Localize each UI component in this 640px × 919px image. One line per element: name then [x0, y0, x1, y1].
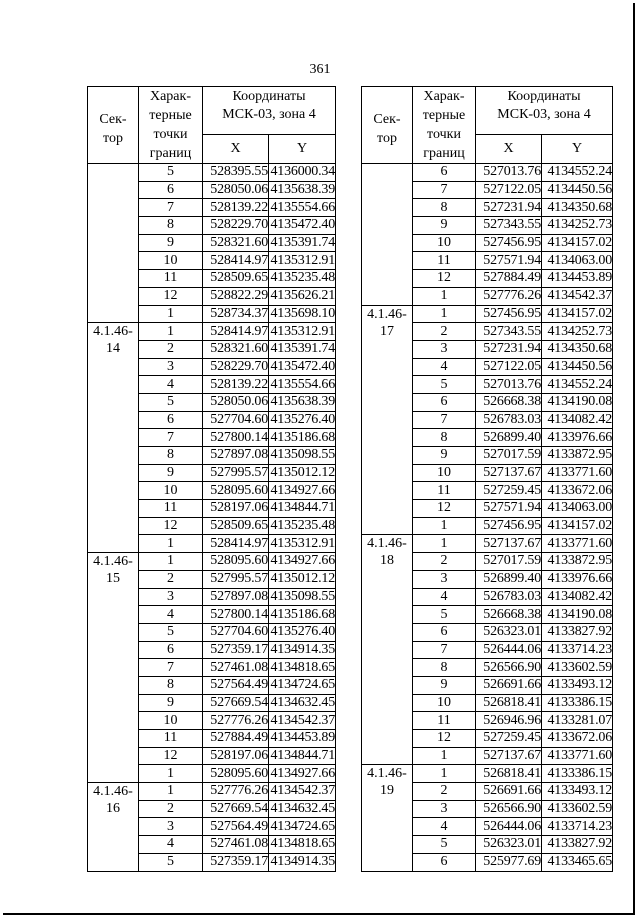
x-coordinate-cell: 527013.76: [476, 164, 542, 182]
point-number-cell: 8: [413, 659, 476, 677]
x-coordinate-cell: 527704.60: [203, 411, 269, 429]
y-coordinate-cell: 4134844.71: [270, 500, 336, 516]
y-coordinate-cell: 4134082.42: [542, 411, 613, 429]
x-coordinate-cell: 527897.08: [203, 588, 269, 606]
point-number-cell: 1: [139, 765, 203, 783]
y-coordinate-cell: 4134818.65: [270, 836, 336, 852]
x-coordinate-cell: 528050.06: [203, 393, 269, 411]
y-coordinate-cell: 4135186.68: [270, 606, 336, 622]
point-number-cell: 3: [413, 340, 476, 358]
point-number-cell: 3: [413, 800, 476, 818]
point-number-cell: 10: [139, 252, 203, 270]
x-coordinate-cell: 526444.06: [476, 818, 542, 836]
point-number-cell: 2: [413, 553, 476, 571]
page-number: 361: [309, 62, 331, 77]
x-coordinate-cell: 527259.45: [476, 730, 542, 748]
x-coordinate-cell: 525977.69: [476, 853, 542, 871]
y-coordinate-cell: 4133493.12: [542, 676, 613, 694]
sector-cell: 4.1.46- 17: [362, 305, 413, 535]
y-coordinate-cell: 4133714.23: [542, 818, 613, 836]
table-row: [362, 765, 613, 783]
point-number-cell: 6: [413, 164, 476, 182]
y-coordinate-cell: 4134914.35: [270, 641, 336, 657]
x-coordinate-cell: 528095.60: [203, 482, 269, 500]
header-characteristic-points: Харак- терные точки границ: [413, 87, 476, 164]
point-number-cell: 4: [139, 606, 203, 624]
x-coordinate-cell: 527800.14: [203, 606, 269, 624]
x-coordinate-cell: 527456.95: [476, 234, 542, 252]
y-coordinate-cell: 4135098.55: [270, 447, 336, 463]
y-coordinate-cell: 4134552.24: [542, 376, 613, 394]
x-coordinate-cell: 528050.06: [203, 181, 269, 199]
point-number-cell: 5: [139, 393, 203, 411]
y-coordinate-cell: 4133714.23: [542, 641, 613, 659]
point-number-cell: 1: [139, 553, 203, 571]
y-coordinate-cell: 4135312.91: [270, 323, 336, 339]
x-coordinate-cell: 527259.45: [476, 482, 542, 500]
y-coordinate-cell: 4135312.91: [270, 252, 336, 268]
header-y: Y: [542, 135, 613, 164]
x-coordinate-cell: 527776.26: [203, 783, 269, 801]
point-number-cell: 12: [413, 500, 476, 518]
point-number-cell: 9: [139, 464, 203, 482]
point-number-cell: 1: [139, 305, 203, 323]
x-coordinate-cell: 528139.22: [203, 199, 269, 217]
point-number-cell: 9: [413, 676, 476, 694]
x-coordinate-cell: 528095.60: [203, 765, 269, 783]
sector-cell: [88, 164, 139, 323]
y-coordinate-cell: 4134350.68: [542, 199, 613, 217]
y-coordinate-cell: 4133386.15: [542, 694, 613, 712]
x-coordinate-cell: 526899.40: [476, 429, 542, 447]
header-x: X: [203, 135, 269, 164]
x-coordinate-cell: 527017.59: [476, 447, 542, 465]
y-coordinate-cell: 4134542.37: [270, 783, 336, 799]
y-coordinate-cell: 4134927.66: [270, 482, 336, 498]
y-coordinate-cell: 4133672.06: [542, 730, 613, 748]
y-coordinate-cell: 4135391.74: [270, 341, 336, 357]
y-coordinate-cell: 4133672.06: [542, 482, 613, 500]
point-number-cell: 8: [139, 676, 203, 694]
y-coordinate-cell: 4133872.95: [542, 447, 613, 465]
x-coordinate-cell: 526323.01: [476, 836, 542, 854]
y-coordinate-cell: 4134190.08: [542, 393, 613, 411]
table-row: [88, 553, 336, 571]
x-coordinate-cell: 526818.41: [476, 694, 542, 712]
table-row: [362, 305, 613, 323]
y-coordinate-cell: 4133602.59: [542, 659, 613, 677]
y-coordinate-cell: 4134632.45: [270, 801, 336, 817]
y-coordinate-cell: 4134157.02: [542, 517, 613, 535]
x-coordinate-cell: 527995.57: [203, 570, 269, 588]
y-coordinate-cell: 4135698.10: [270, 305, 336, 321]
point-number-cell: 5: [413, 606, 476, 624]
point-number-cell: 1: [139, 323, 203, 341]
sector-cell: 4.1.46- 14: [88, 323, 139, 553]
x-coordinate-cell: 528414.97: [203, 535, 269, 553]
x-coordinate-cell: 528321.60: [203, 340, 269, 358]
x-coordinate-cell: 528321.60: [203, 234, 269, 252]
y-coordinate-cell: 4134844.71: [270, 748, 336, 764]
point-number-cell: 4: [413, 358, 476, 376]
point-number-cell: 1: [139, 535, 203, 553]
point-number-cell: 12: [413, 270, 476, 288]
point-number-cell: 10: [139, 482, 203, 500]
y-coordinate-cell: 4133602.59: [542, 800, 613, 818]
x-coordinate-cell: 528734.37: [203, 305, 269, 323]
x-coordinate-cell: 526783.03: [476, 588, 542, 606]
table-row: [362, 535, 613, 553]
y-coordinate-cell: 4136000.34: [270, 164, 336, 180]
y-coordinate-cell: 4134450.56: [542, 181, 613, 199]
table-row: [88, 323, 336, 341]
point-number-cell: 1: [413, 517, 476, 535]
point-number-cell: 10: [413, 464, 476, 482]
sector-cell: [362, 164, 413, 306]
y-coordinate-cell: 4134914.35: [270, 854, 336, 870]
point-number-cell: 7: [413, 181, 476, 199]
point-number-cell: 9: [413, 447, 476, 465]
y-coordinate-cell: 4135312.91: [270, 535, 336, 551]
point-number-cell: 6: [413, 623, 476, 641]
x-coordinate-cell: 527017.59: [476, 553, 542, 571]
table-body-right: [362, 164, 613, 872]
point-number-cell: 3: [413, 570, 476, 588]
x-coordinate-cell: 528822.29: [203, 287, 269, 305]
x-coordinate-cell: 527231.94: [476, 340, 542, 358]
x-coordinate-cell: 527669.54: [203, 800, 269, 818]
x-coordinate-cell: 526566.90: [476, 659, 542, 677]
x-coordinate-cell: 528509.65: [203, 517, 269, 535]
y-coordinate-cell: 4135235.48: [270, 518, 336, 534]
point-number-cell: 3: [139, 358, 203, 376]
x-coordinate-cell: 528197.06: [203, 747, 269, 765]
x-coordinate-cell: 527359.17: [203, 853, 269, 871]
point-number-cell: 7: [139, 199, 203, 217]
point-number-cell: 5: [413, 836, 476, 854]
point-number-cell: 1: [139, 783, 203, 801]
point-number-cell: 8: [139, 447, 203, 465]
y-coordinate-cell: 4134724.65: [270, 818, 336, 834]
point-number-cell: 9: [139, 234, 203, 252]
y-coordinate-cell: 4133976.66: [542, 429, 613, 447]
x-coordinate-cell: 527231.94: [476, 199, 542, 217]
point-number-cell: 12: [139, 287, 203, 305]
coordinates-table-left: [87, 86, 336, 872]
y-coordinate-cell: 4133465.65: [542, 853, 613, 871]
y-coordinate-cell: 4135554.66: [270, 199, 336, 215]
point-number-cell: 11: [413, 252, 476, 270]
x-coordinate-cell: 527122.05: [476, 358, 542, 376]
y-coordinate-cell: 4134818.65: [270, 659, 336, 675]
y-coordinate-cell: 4134450.56: [542, 358, 613, 376]
y-coordinate-cell: 4135012.12: [270, 571, 336, 587]
x-coordinate-cell: 527456.95: [476, 305, 542, 323]
sector-cell: 4.1.46- 19: [362, 765, 413, 871]
y-coordinate-cell: 4134157.02: [542, 305, 613, 323]
y-coordinate-cell: 4133872.95: [542, 553, 613, 571]
y-coordinate-cell: 4134927.66: [270, 553, 336, 569]
y-coordinate-cell: 4135472.40: [270, 217, 336, 233]
header-y: Y: [269, 135, 336, 164]
y-coordinate-cell: 4133976.66: [542, 570, 613, 588]
header-sector: Сек- тор: [88, 87, 139, 164]
point-number-cell: 11: [413, 712, 476, 730]
point-number-cell: 6: [139, 411, 203, 429]
y-coordinate-cell: 4135098.55: [270, 588, 336, 604]
point-number-cell: 1: [413, 305, 476, 323]
point-number-cell: 5: [139, 853, 203, 871]
coordinates-table-right: [361, 86, 613, 872]
table-body-left: [88, 164, 336, 872]
point-number-cell: 7: [413, 641, 476, 659]
x-coordinate-cell: 527897.08: [203, 447, 269, 465]
point-number-cell: 8: [139, 217, 203, 235]
point-number-cell: 12: [139, 517, 203, 535]
point-number-cell: 8: [413, 199, 476, 217]
x-coordinate-cell: 527776.26: [203, 712, 269, 730]
x-coordinate-cell: 527704.60: [203, 623, 269, 641]
y-coordinate-cell: 4134927.66: [270, 765, 336, 781]
x-coordinate-cell: 527359.17: [203, 641, 269, 659]
x-coordinate-cell: 526691.66: [476, 783, 542, 801]
x-coordinate-cell: 527013.76: [476, 376, 542, 394]
point-number-cell: 1: [413, 535, 476, 553]
point-number-cell: 2: [139, 570, 203, 588]
x-coordinate-cell: 528229.70: [203, 217, 269, 235]
y-coordinate-cell: 4134453.89: [270, 730, 336, 746]
x-coordinate-cell: 527571.94: [476, 500, 542, 518]
header-sector: Сек- тор: [362, 87, 413, 164]
x-coordinate-cell: 527800.14: [203, 429, 269, 447]
point-number-cell: 7: [139, 659, 203, 677]
x-coordinate-cell: 527995.57: [203, 464, 269, 482]
point-number-cell: 11: [413, 482, 476, 500]
x-coordinate-cell: 528139.22: [203, 376, 269, 394]
y-coordinate-cell: 4135638.39: [270, 394, 336, 410]
x-coordinate-cell: 526668.38: [476, 606, 542, 624]
point-number-cell: 4: [139, 836, 203, 854]
table-row: [88, 783, 336, 801]
x-coordinate-cell: 527343.55: [476, 217, 542, 235]
x-coordinate-cell: 528095.60: [203, 553, 269, 571]
x-coordinate-cell: 528229.70: [203, 358, 269, 376]
point-number-cell: 10: [139, 712, 203, 730]
table-row: [362, 164, 613, 182]
point-number-cell: 3: [139, 818, 203, 836]
header-characteristic-points: Харак- терные точки границ: [139, 87, 203, 164]
x-coordinate-cell: 526566.90: [476, 800, 542, 818]
point-number-cell: 8: [413, 429, 476, 447]
point-number-cell: 3: [139, 588, 203, 606]
x-coordinate-cell: 526783.03: [476, 411, 542, 429]
x-coordinate-cell: 528414.97: [203, 252, 269, 270]
point-number-cell: 4: [413, 588, 476, 606]
point-number-cell: 5: [413, 376, 476, 394]
y-coordinate-cell: 4135235.48: [270, 270, 336, 286]
x-coordinate-cell: 527137.67: [476, 747, 542, 765]
point-number-cell: 2: [139, 800, 203, 818]
point-number-cell: 6: [139, 181, 203, 199]
header-x: X: [476, 135, 542, 164]
table-row: [88, 164, 336, 182]
point-number-cell: 6: [413, 393, 476, 411]
x-coordinate-cell: 527137.67: [476, 535, 542, 553]
x-coordinate-cell: 527461.08: [203, 836, 269, 854]
y-coordinate-cell: 4135276.40: [270, 411, 336, 427]
point-number-cell: 7: [139, 429, 203, 447]
y-coordinate-cell: 4134082.42: [542, 588, 613, 606]
x-coordinate-cell: 527571.94: [476, 252, 542, 270]
x-coordinate-cell: 526668.38: [476, 393, 542, 411]
x-coordinate-cell: 527343.55: [476, 323, 542, 341]
x-coordinate-cell: 526946.96: [476, 712, 542, 730]
y-coordinate-cell: 4134453.89: [542, 270, 613, 288]
x-coordinate-cell: 527884.49: [203, 730, 269, 748]
point-number-cell: 11: [139, 500, 203, 518]
y-coordinate-cell: 4135391.74: [270, 235, 336, 251]
point-number-cell: 6: [139, 641, 203, 659]
y-coordinate-cell: 4135472.40: [270, 358, 336, 374]
y-coordinate-cell: 4134252.73: [542, 217, 613, 235]
x-coordinate-cell: 527564.49: [203, 676, 269, 694]
x-coordinate-cell: 527461.08: [203, 659, 269, 677]
x-coordinate-cell: 526899.40: [476, 570, 542, 588]
y-coordinate-cell: 4135626.21: [270, 288, 336, 304]
point-number-cell: 10: [413, 234, 476, 252]
point-number-cell: 7: [413, 411, 476, 429]
header-coordinates: Координаты МСК-03, зона 4: [476, 87, 613, 135]
y-coordinate-cell: 4134632.45: [270, 694, 336, 710]
point-number-cell: 12: [413, 730, 476, 748]
sector-cell: 4.1.46- 15: [88, 553, 139, 783]
y-coordinate-cell: 4135186.68: [270, 429, 336, 445]
y-coordinate-cell: 4135554.66: [270, 376, 336, 392]
y-coordinate-cell: 4133771.60: [542, 535, 613, 553]
y-coordinate-cell: 4134063.00: [542, 252, 613, 270]
y-coordinate-cell: 4134542.37: [270, 712, 336, 728]
x-coordinate-cell: 526818.41: [476, 765, 542, 783]
point-number-cell: 5: [139, 623, 203, 641]
y-coordinate-cell: 4135276.40: [270, 624, 336, 640]
point-number-cell: 1: [413, 765, 476, 783]
point-number-cell: 4: [139, 376, 203, 394]
y-coordinate-cell: 4134252.73: [542, 323, 613, 341]
y-coordinate-cell: 4135638.39: [270, 182, 336, 198]
y-coordinate-cell: 4135012.12: [270, 465, 336, 481]
y-coordinate-cell: 4133493.12: [542, 783, 613, 801]
y-coordinate-cell: 4134350.68: [542, 340, 613, 358]
point-number-cell: 2: [139, 340, 203, 358]
y-coordinate-cell: 4133771.60: [542, 747, 613, 765]
point-number-cell: 9: [139, 694, 203, 712]
point-number-cell: 1: [413, 747, 476, 765]
y-coordinate-cell: 4133827.92: [542, 836, 613, 854]
y-coordinate-cell: 4133827.92: [542, 623, 613, 641]
sector-cell: 4.1.46- 16: [88, 783, 139, 871]
point-number-cell: 10: [413, 694, 476, 712]
x-coordinate-cell: 528395.55: [203, 164, 269, 182]
x-coordinate-cell: 527122.05: [476, 181, 542, 199]
x-coordinate-cell: 527456.95: [476, 517, 542, 535]
y-coordinate-cell: 4134063.00: [542, 500, 613, 518]
x-coordinate-cell: 526323.01: [476, 623, 542, 641]
point-number-cell: 4: [413, 818, 476, 836]
x-coordinate-cell: 528197.06: [203, 500, 269, 518]
y-coordinate-cell: 4133281.07: [542, 712, 613, 730]
point-number-cell: 6: [413, 853, 476, 871]
point-number-cell: 12: [139, 747, 203, 765]
y-coordinate-cell: 4134542.37: [542, 287, 613, 305]
x-coordinate-cell: 527776.26: [476, 287, 542, 305]
point-number-cell: 9: [413, 217, 476, 235]
y-coordinate-cell: 4133386.15: [542, 765, 613, 783]
y-coordinate-cell: 4133771.60: [542, 464, 613, 482]
point-number-cell: 2: [413, 323, 476, 341]
x-coordinate-cell: 527884.49: [476, 270, 542, 288]
y-coordinate-cell: 4134157.02: [542, 234, 613, 252]
x-coordinate-cell: 528414.97: [203, 323, 269, 341]
point-number-cell: 1: [413, 287, 476, 305]
y-coordinate-cell: 4134552.24: [542, 164, 613, 182]
point-number-cell: 5: [139, 164, 203, 182]
x-coordinate-cell: 526691.66: [476, 676, 542, 694]
point-number-cell: 2: [413, 783, 476, 801]
x-coordinate-cell: 526444.06: [476, 641, 542, 659]
x-coordinate-cell: 527669.54: [203, 694, 269, 712]
x-coordinate-cell: 528509.65: [203, 270, 269, 288]
header-coordinates: Координаты МСК-03, зона 4: [203, 87, 336, 135]
point-number-cell: 11: [139, 270, 203, 288]
y-coordinate-cell: 4134724.65: [270, 677, 336, 693]
y-coordinate-cell: 4134190.08: [542, 606, 613, 624]
sector-cell: 4.1.46- 18: [362, 535, 413, 765]
point-number-cell: 11: [139, 730, 203, 748]
x-coordinate-cell: 527137.67: [476, 464, 542, 482]
x-coordinate-cell: 527564.49: [203, 818, 269, 836]
